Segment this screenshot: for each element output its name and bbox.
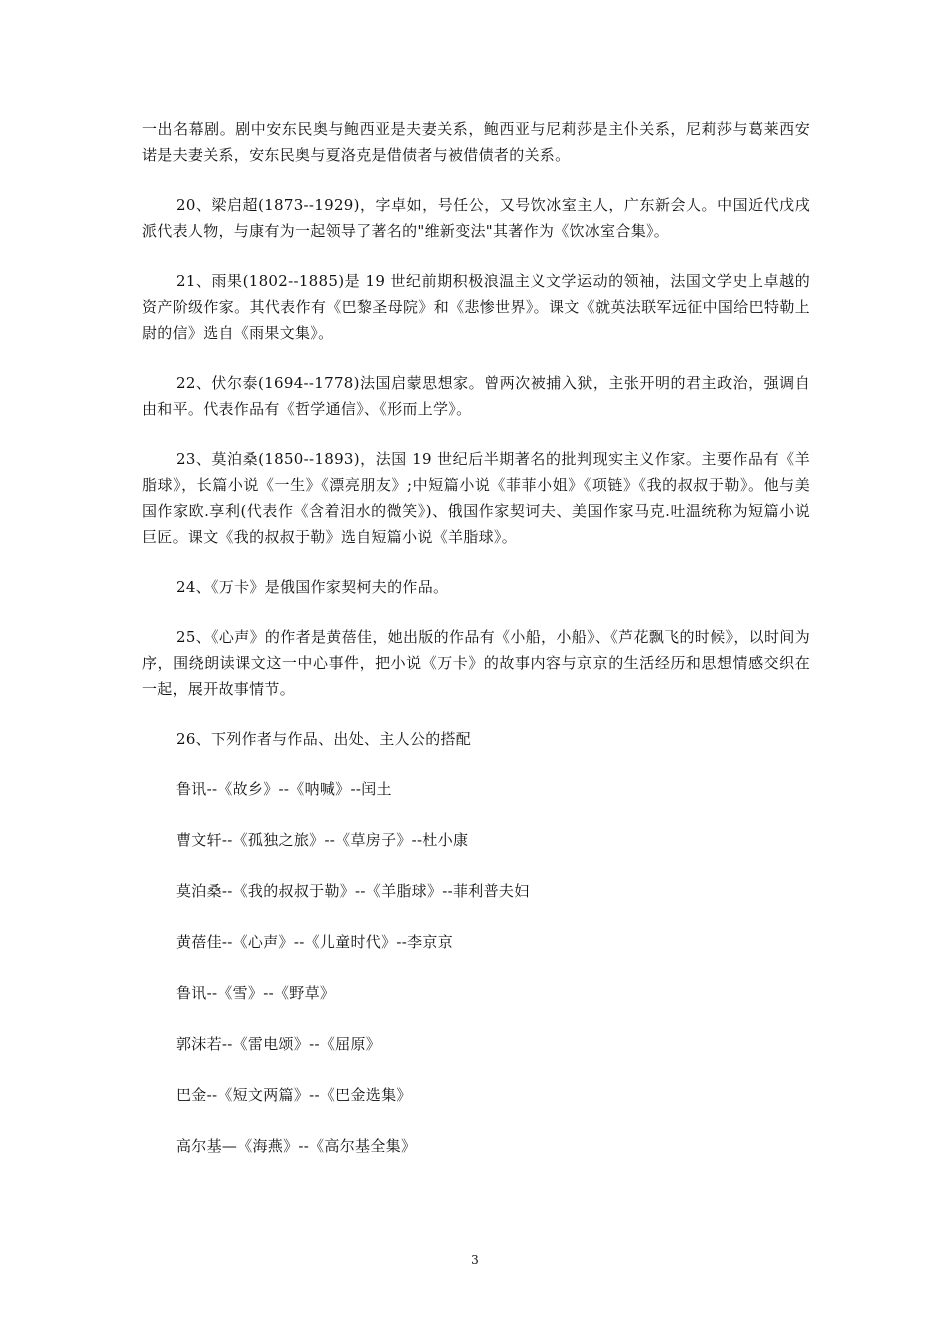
pairing-line: 曹文轩--《孤独之旅》--《草房子》--杜小康: [176, 831, 469, 849]
pairing-line: 黄蓓佳--《心声》--《儿童时代》--李京京: [176, 933, 454, 951]
paragraph-item-20: 20、梁启超(1873--1929)，字卓如，号任公，又号饮冰室主人，广东新会人。中国近代戊戌派代表人物，与康有为一起领导了著名的"维新变法"其著作为《饮冰室合集》。: [142, 196, 810, 240]
page-number: 3: [471, 1253, 479, 1267]
pairing-line: 巴金--《短文两篇》--《巴金选集》: [176, 1086, 412, 1104]
paragraph-item-21: 21、雨果(1802--1885)是 19 世纪前期积极浪温主义文学运动的领袖，法国文学史上卓越的资产阶级作家。其代表作有《巴黎圣母院》和《悲惨世界》。课文《就英法联军远征中国给巴特勒上尉的信》选自《雨果文集》。: [142, 272, 810, 342]
paragraph-item-25: 25、《心声》的作者是黄蓓佳，她出版的作品有《小船，小船》、《芦花飘飞的时候》，以时间为序，围绕朗读课文这一中心事件，把小说《万卡》的故事内容与京京的生活经历和思想情感交织在一起，展开故事情节。: [142, 628, 810, 698]
pairing-line: 高尔基—《海燕》--《高尔基全集》: [176, 1137, 417, 1155]
pairing-line: 莫泊桑--《我的叔叔于勒》--《羊脂球》--菲利普夫妇: [176, 882, 530, 900]
pairing-list: [142, 776, 810, 1159]
paragraph-item-24: 24、《万卡》是俄国作家契柯夫的作品。: [176, 578, 449, 596]
paragraph-continuation: 一出名幕剧。剧中安东民奥与鲍西亚是夫妻关系，鲍西亚与尼莉莎是主仆关系，尼莉莎与葛莱西安诺是夫妻关系，安东民奥与夏洛克是借债者与被借债者的关系。: [142, 120, 810, 164]
pairing-line: 鲁讯--《雪》--《野草》: [176, 984, 336, 1002]
pairing-line: 郭沫若--《雷电颂》--《屈原》: [176, 1035, 382, 1053]
document-body: [142, 116, 810, 1159]
paragraph-item-22: 22、伏尔泰(1694--1778)法国启蒙思想家。曾两次被捕入狱，主张开明的君主政治，强调自由和平。代表作品有《哲学通信》、《形而上学》。: [142, 374, 810, 418]
pairing-line: 鲁讯--《故乡》--《呐喊》--闰土: [176, 780, 392, 798]
paragraph-item-26: 26、下列作者与作品、出处、主人公的搭配: [176, 730, 472, 748]
paragraph-item-23: 23、莫泊桑(1850--1893)，法国 19 世纪后半期著名的批判现实主义作家。主要作品有《羊脂球》，长篇小说《一生》《漂亮朋友》;中短篇小说《菲菲小姐》《项链》《我的叔叔于勒》。他与美国作家欧.享利(代表作《含着泪水的微笑》)、俄国作家契诃夫、美国作家马克.吐温统称为短篇小说巨匠。课文《我的叔叔于勒》选自短篇小说《羊脂球》。: [142, 450, 810, 546]
